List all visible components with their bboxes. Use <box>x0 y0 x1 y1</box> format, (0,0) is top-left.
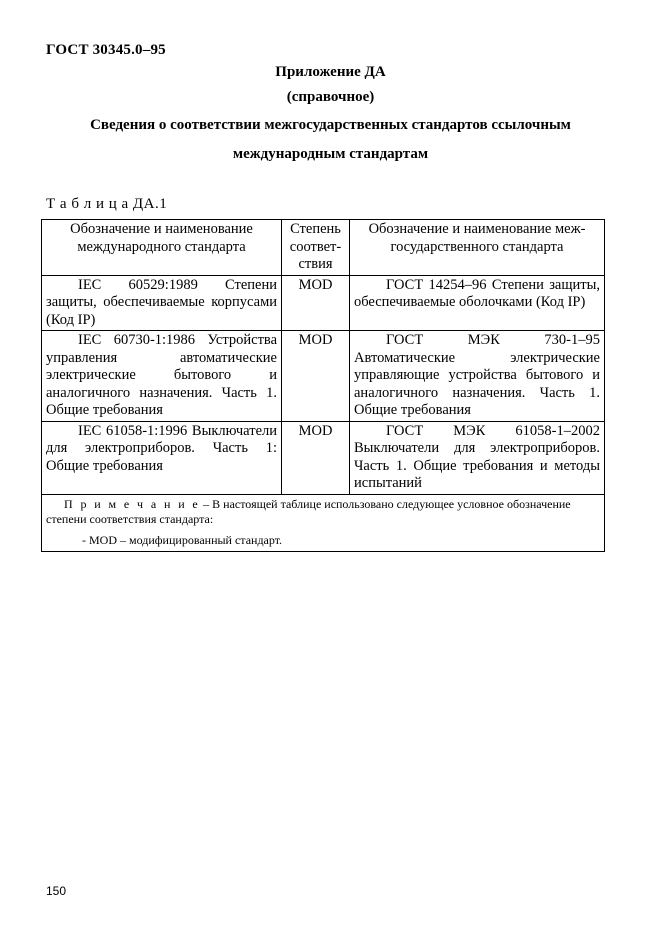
document-code: ГОСТ 30345.0–95 <box>46 42 166 58</box>
correspondence-table <box>41 219 605 552</box>
table-note-row <box>42 494 605 551</box>
table-header-row <box>42 220 605 276</box>
cell-degree: MOD <box>282 275 350 331</box>
header-interstate: Обозначение и наименование меж-государственного стандарта <box>350 220 605 276</box>
table-row <box>42 331 605 422</box>
cell-degree: MOD <box>282 421 350 494</box>
cell-interstate: ГОСТ МЭК 730-1–95 Автоматические электрические управляющие устройства бытового и аналогичного назначения. Часть 1. Общие требования <box>350 331 605 422</box>
cell-international: IEC 60529:1989 Степени защиты, обеспечиваемые корпусами (Код IP) <box>42 275 282 331</box>
page-number: 150 <box>46 884 67 898</box>
note-label: П р и м е ч а н и е <box>64 496 201 511</box>
header-international: Обозначение и наименование международного стандарта <box>42 220 282 276</box>
table-note <box>42 494 605 551</box>
appendix-subtitle: (справочное) <box>286 89 375 105</box>
table-row <box>42 275 605 331</box>
note-mod-definition: - MOD – модифицированный стандарт. <box>82 532 283 547</box>
cell-degree: MOD <box>282 331 350 422</box>
appendix-heading-line1: Сведения о соответствии межгосударственных стандартов ссылочным <box>90 117 571 133</box>
appendix-heading-line2: международным стандартам <box>232 146 429 162</box>
cell-interstate: ГОСТ МЭК 61058-1–2002 Выключатели для электроприборов. Часть 1. Общие требования и методы испытаний <box>350 421 605 494</box>
cell-international: IEC 60730-1:1986 Устройства управления автоматические электрические бытового и аналогичного назначения. Часть 1. Общие требования <box>42 331 282 422</box>
header-degree: Степень соответ-ствия <box>282 220 350 276</box>
note-text: – В настоящей таблице использовано следующее условное обозначение степени соответствия стандарта: <box>46 496 571 526</box>
cell-interstate: ГОСТ 14254–96 Степени защиты, обеспечиваемые оболочками (Код IP) <box>350 275 605 331</box>
appendix-title: Приложение ДА <box>275 64 386 80</box>
cell-international: IEC 61058-1:1996 Выключатели для электроприборов. Часть 1: Общие требования <box>42 421 282 494</box>
table-caption: Т а б л и ц а ДА.1 <box>46 196 168 212</box>
table-row <box>42 421 605 494</box>
